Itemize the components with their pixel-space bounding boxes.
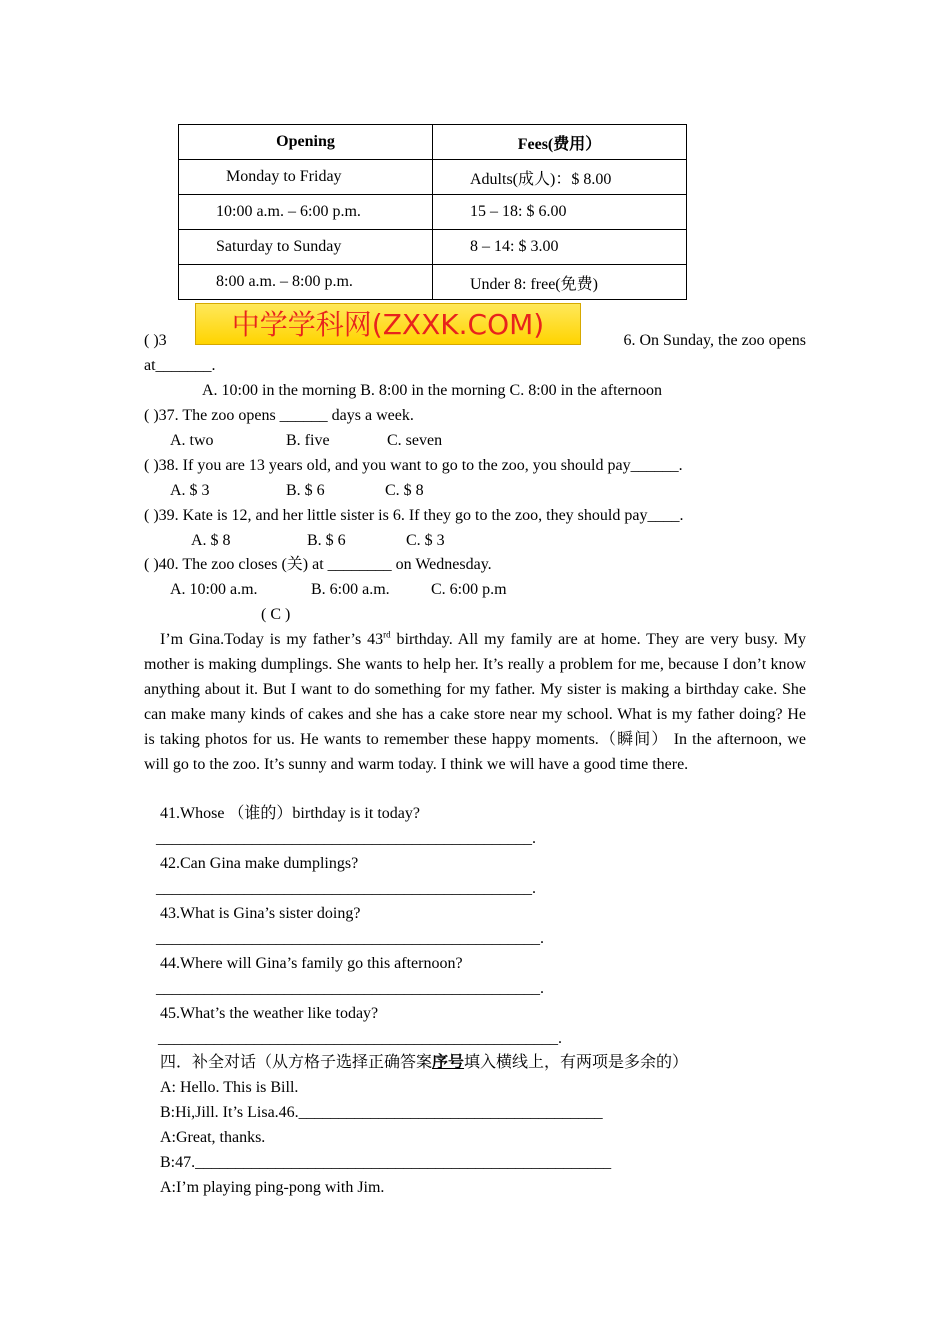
q44-stem: 44.Where will Gina’s family go this afternoon? xyxy=(160,955,463,972)
q40-option-b: B. 6:00 a.m. xyxy=(311,581,390,598)
q40-stem: ( )40. The zoo closes (关) at ________ on Wednesday. xyxy=(144,556,492,573)
q44-answer-blank: ________________________________________________. xyxy=(156,980,544,997)
watermark-banner: 中学学科网(ZXXK.COM) xyxy=(195,303,581,345)
q38-option-b: B. $ 6 xyxy=(286,482,325,499)
header-opening: Opening xyxy=(179,125,433,160)
q38-stem: ( )38. If you are 13 years old, and you want to go to the zoo, you should pay______. xyxy=(144,457,683,474)
q36-options: A. 10:00 in the morning B. 8:00 in the morning C. 8:00 in the afternoon xyxy=(202,382,662,399)
table-header-row xyxy=(179,125,687,160)
q36-stem: 6. On Sunday, the zoo opens xyxy=(623,332,806,349)
table-cell: 8 – 14: $ 3.00 xyxy=(433,230,687,265)
table-row xyxy=(179,230,687,265)
table-row xyxy=(179,195,687,230)
q42-stem: 42.Can Gina make dumplings? xyxy=(160,855,359,872)
zoo-fees-table xyxy=(178,124,687,300)
q37-option-b: B. five xyxy=(286,432,330,449)
table-row xyxy=(179,265,687,300)
section-4-heading-bold: 序号 xyxy=(432,1054,465,1071)
q37-option-a: A. two xyxy=(170,432,214,449)
q39-stem: ( )39. Kate is 12, and her little sister is 6. If they go to the zoo, they should pay____. xyxy=(144,507,684,524)
q45-stem: 45.What’s the weather like today? xyxy=(160,1005,379,1022)
table-cell: 10:00 a.m. – 6:00 p.m. xyxy=(179,195,433,230)
q40-option-c: C. 6:00 p.m xyxy=(431,581,507,598)
q38-option-c: C. $ 8 xyxy=(385,482,424,499)
q39-option-c: C. $ 3 xyxy=(406,532,445,549)
q42-answer-blank: _______________________________________________. xyxy=(156,880,536,897)
reading-passage xyxy=(144,627,806,777)
q36-stem-cont: at_______. xyxy=(144,357,216,374)
table-row xyxy=(179,160,687,195)
table-cell: 15 – 18: $ 6.00 xyxy=(433,195,687,230)
section-c-heading: ( C ) xyxy=(261,606,291,623)
dialog-line: A:Great, thanks. xyxy=(160,1129,266,1146)
section-4-heading-pre: 四．补全对话（从方格子选择正确答案 xyxy=(160,1054,433,1071)
dialog-line: A: Hello. This is Bill. xyxy=(160,1079,299,1096)
q39-option-a: A. $ 8 xyxy=(191,532,231,549)
table-cell: Saturday to Sunday xyxy=(179,230,433,265)
dialog-line: B:Hi,Jill. It’s Lisa.46.______________________________________ xyxy=(160,1104,603,1121)
dialog-line: B:47.____________________________________________________ xyxy=(160,1154,612,1171)
passage-ordinal-suffix: rd xyxy=(383,629,391,640)
q36-prefix: ( )3 xyxy=(144,332,167,349)
q40-option-a: A. 10:00 a.m. xyxy=(170,581,258,598)
q43-stem: 43.What is Gina’s sister doing? xyxy=(160,905,361,922)
q37-stem: ( )37. The zoo opens ______ days a week. xyxy=(144,407,414,424)
table-cell: Adults(成人)：$ 8.00 xyxy=(433,160,687,195)
q41-stem: 41.Whose （谁的）birthday is it today? xyxy=(160,805,420,822)
q39-option-b: B. $ 6 xyxy=(307,532,346,549)
q37-option-c: C. seven xyxy=(387,432,443,449)
section-4-heading-post: 填入横线上，有两项是多余的） xyxy=(464,1054,689,1071)
header-fees: Fees(费用） xyxy=(433,125,687,160)
q38-option-a: A. $ 3 xyxy=(170,482,210,499)
passage-text: birthday. All my family are at home. They are very busy. My mother is making dumplings. She wants to help her. It’s really a problem for me, because I don’t know anything about it. But I want to do something for my father. My sister is making a birthday cake. She can make many kinds of cakes and she has a cake store near my school. What is my father doing? He is taking photos for us. He wants to remember these happy moments.（瞬间） In the afternoon, we will go to the zoo. It’s sunny and warm today. I think we will have a good time there. xyxy=(144,631,806,773)
dialog-line: A:I’m playing ping-pong with Jim. xyxy=(160,1179,385,1196)
q41-answer-blank: _______________________________________________. xyxy=(156,830,536,847)
q45-answer-blank: __________________________________________________. xyxy=(158,1030,562,1047)
section-4-heading xyxy=(160,1053,688,1073)
q43-answer-blank: ________________________________________________. xyxy=(156,930,544,947)
table-cell: Monday to Friday xyxy=(179,160,433,195)
passage-start: I’m Gina.Today is my father’s 43 xyxy=(160,631,384,648)
table-cell: 8:00 a.m. – 8:00 p.m. xyxy=(179,265,433,300)
table-cell: Under 8: free(免费) xyxy=(433,265,687,300)
